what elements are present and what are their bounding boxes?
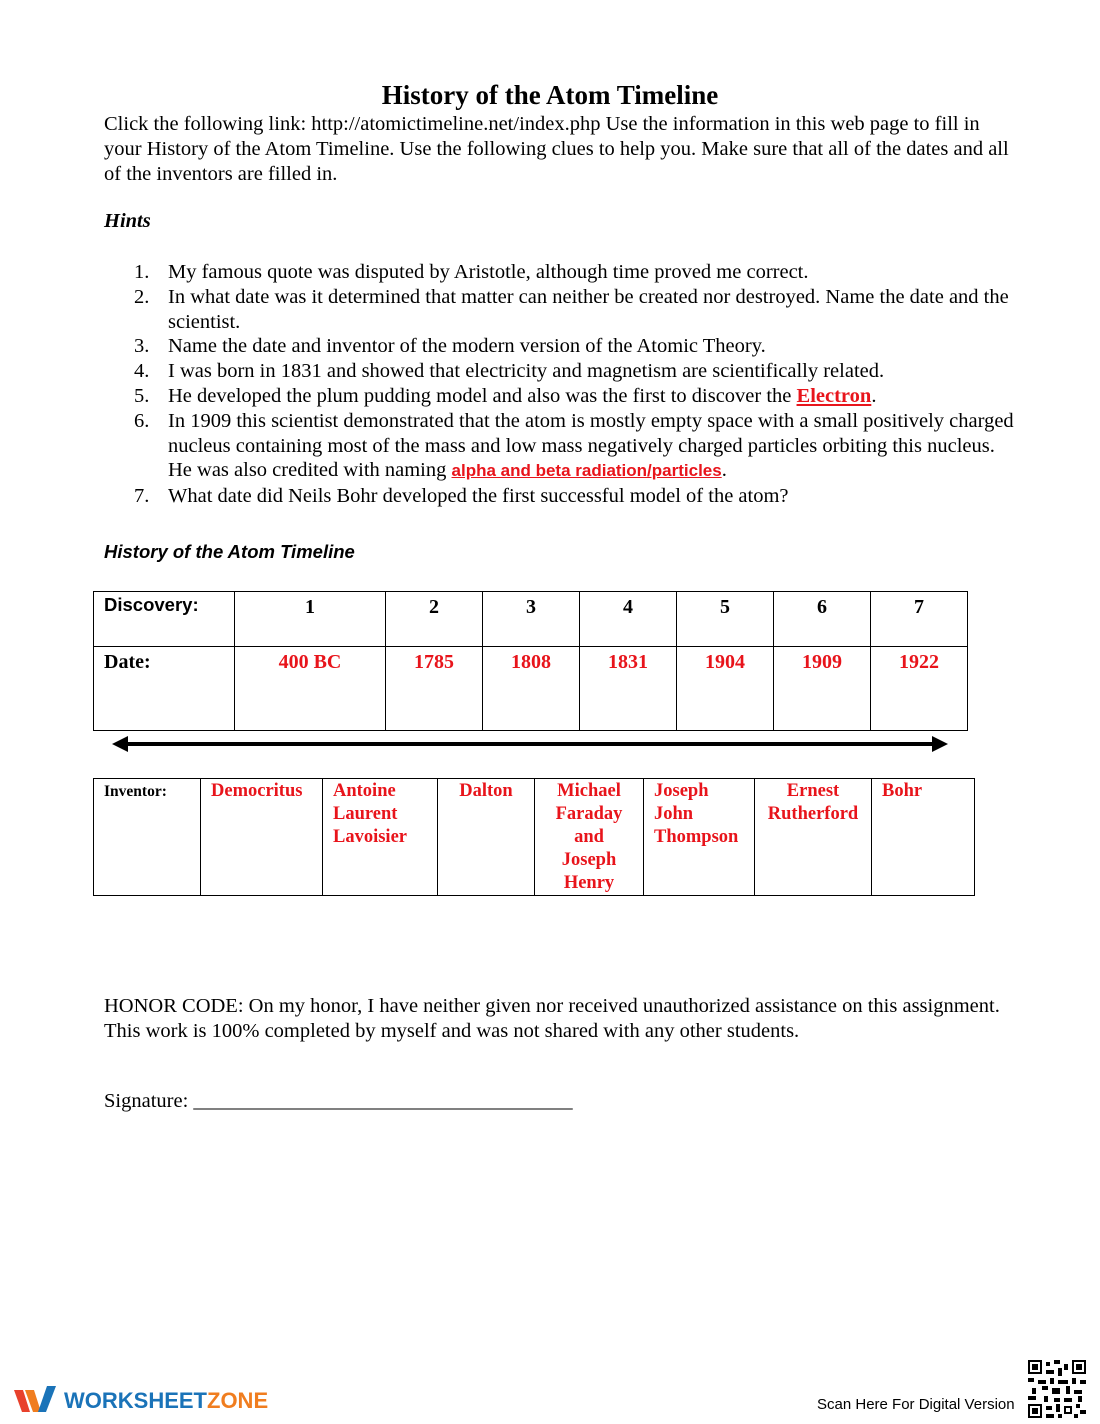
date-label: Date:: [94, 647, 235, 731]
date-row: [94, 647, 968, 731]
inventor-table: [93, 778, 975, 896]
discovery-cell: 5: [676, 592, 773, 647]
inventor-cell: Joseph John Thompson: [644, 779, 755, 896]
hint-item: 5. He developed the plum pudding model and also was the first to discover the Electron.: [134, 384, 877, 407]
hints-list: [104, 260, 1014, 509]
inventor-cell: Democritus: [201, 779, 323, 896]
date-table: [93, 591, 968, 731]
discovery-cell: 3: [482, 592, 579, 647]
hints-heading: Hints: [104, 210, 151, 232]
discovery-cell: 2: [385, 592, 482, 647]
radiation-answer: alpha and beta radiation/particles: [451, 461, 722, 481]
date-cell: 400 BC: [235, 647, 386, 731]
electron-answer: Electron: [796, 384, 872, 407]
inventor-cell: Dalton: [438, 779, 535, 896]
hint-item: 4. I was born in 1831 and showed that electricity and magnetism are scientifically related.: [134, 360, 885, 383]
timeline-heading: History of the Atom Timeline: [104, 541, 355, 562]
discovery-cell: 4: [579, 592, 676, 647]
discovery-row: [94, 592, 968, 647]
discovery-cell: 6: [773, 592, 870, 647]
hint-item: 3. Name the date and inventor of the modern version of the Atomic Theory.: [134, 335, 766, 358]
signature-line[interactable]: Signature: _____________________________________: [104, 1090, 573, 1112]
honor-code: HONOR CODE: On my honor, I have neither given nor received unauthorized assistance on this assignment. This work is 100% completed by myself and was not shared with any other students.: [104, 995, 1000, 1042]
worksheetzone-logo: [14, 1383, 268, 1419]
inventor-row: [94, 779, 975, 896]
discovery-label: Discovery:: [94, 592, 235, 647]
timeline-arrow: [112, 733, 948, 755]
date-cell: 1922: [870, 647, 967, 731]
scan-label: Scan Here For Digital Version: [817, 1396, 1015, 1413]
brand-part2: ZONE: [207, 1388, 269, 1413]
date-cell: 1904: [676, 647, 773, 731]
inventor-cell: Ernest Rutherford: [755, 779, 872, 896]
intro-paragraph: Click the following link: http://atomictimeline.net/index.php Use the information in this web page to fill in your History of the Atom Timeline. Use the following clues to help you. Make sure that all of the dates and all of the inventors are filled in.: [104, 113, 1009, 185]
date-cell: 1831: [579, 647, 676, 731]
date-cell: 1909: [773, 647, 870, 731]
hint-item: 1. My famous quote was disputed by Aristotle, although time proved me correct.: [134, 261, 809, 283]
qr-code-icon[interactable]: [1028, 1360, 1086, 1418]
inventor-label: Inventor:: [94, 779, 201, 896]
page-title: History of the Atom Timeline: [381, 80, 719, 110]
discovery-cell: 7: [870, 592, 967, 647]
inventor-cell: Bohr: [872, 779, 975, 896]
date-cell: 1808: [482, 647, 579, 731]
logo-mark-icon: [14, 1384, 58, 1418]
brand-part1: WORKSHEET: [64, 1388, 207, 1413]
hint-item: 2. In what date was it determined that matter can neither be created nor destroyed. Name the date and the scientist.: [134, 285, 1009, 333]
date-cell: 1785: [385, 647, 482, 731]
discovery-cell: 1: [235, 592, 386, 647]
inventor-cell: Antoine Laurent Lavoisier: [323, 779, 438, 896]
inventor-cell: Michael Faraday and Joseph Henry: [535, 779, 644, 896]
hint-item: 7. What date did Neils Bohr developed the first successful model of the atom?: [134, 485, 789, 508]
hint-item: 6. In 1909 this scientist demonstrated that the atom is mostly empty space with a small positively charged nucleus containing most of the mass and low mass negatively charged particles orbiting this nucleus. He was also credited with naming alpha and beta radiation/particles.: [134, 409, 1014, 482]
